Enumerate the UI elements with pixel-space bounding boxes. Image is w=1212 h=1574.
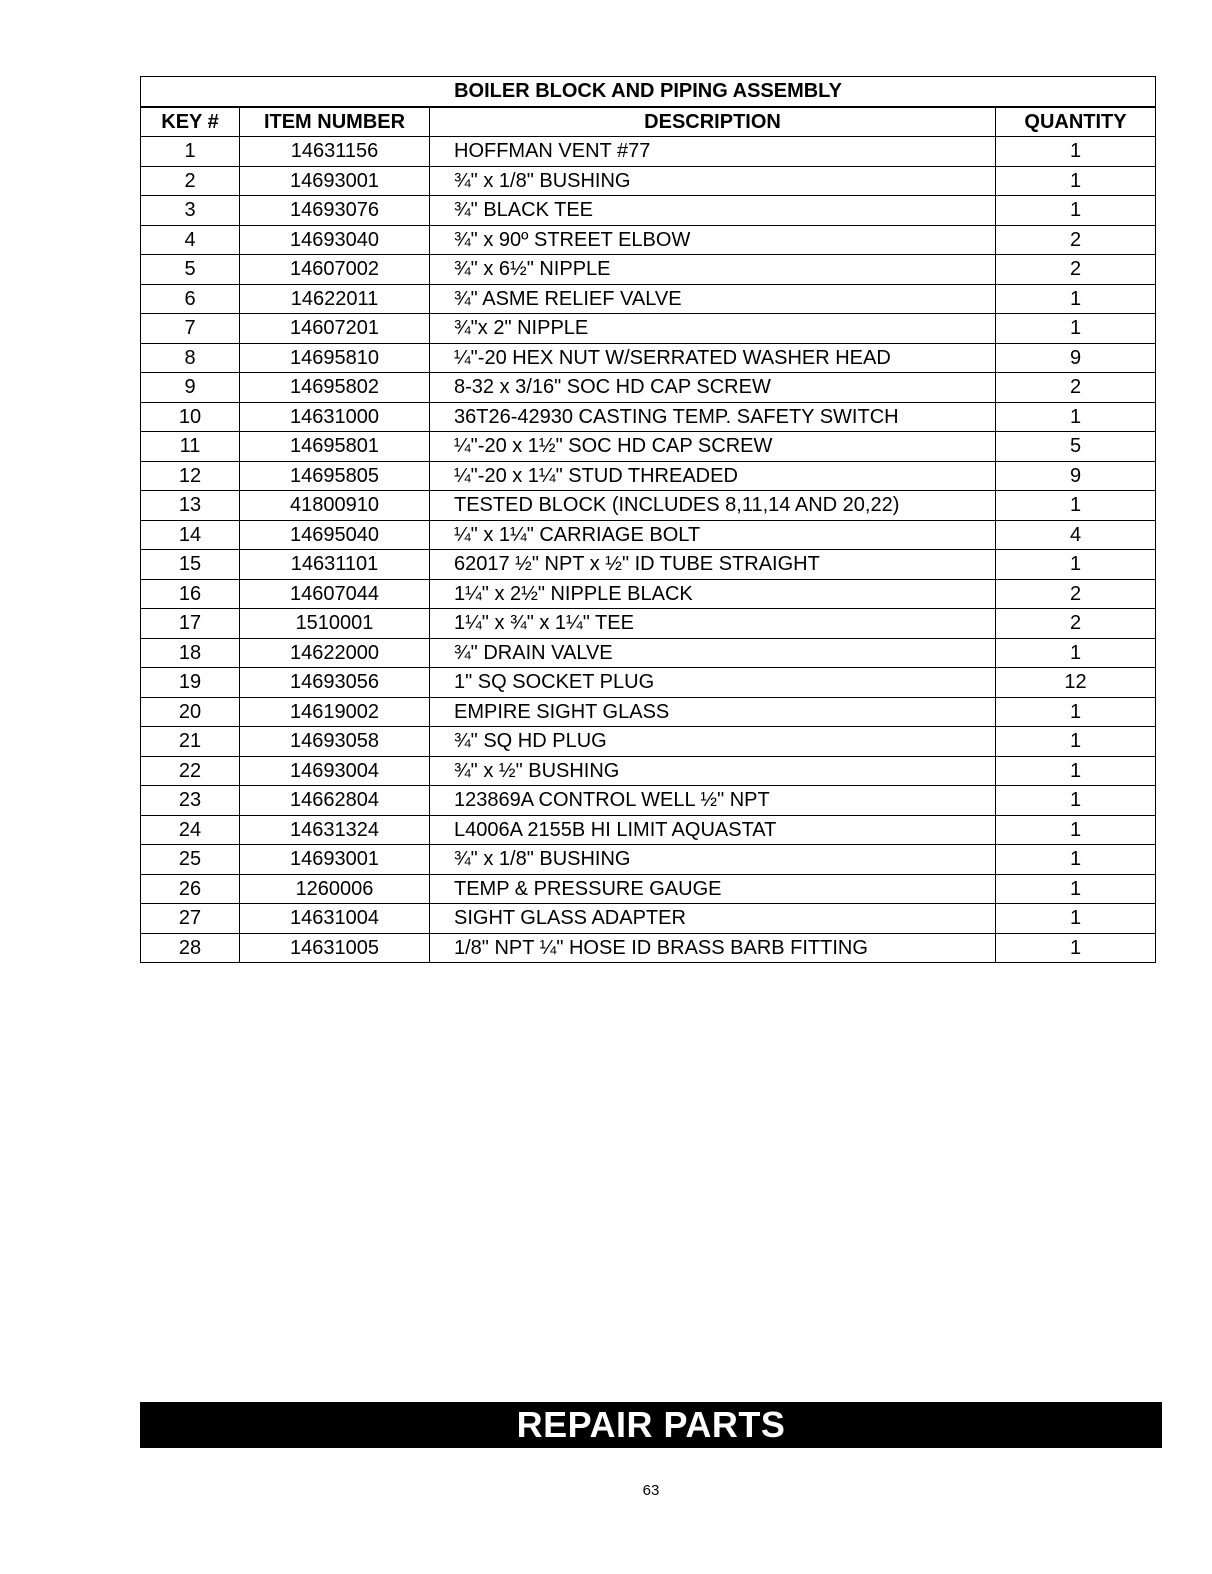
cell-quantity: 1 <box>996 137 1156 167</box>
table-row <box>141 461 1156 491</box>
cell-quantity: 1 <box>996 845 1156 875</box>
table-row <box>141 137 1156 167</box>
cell-description: ¾" x 1/8" BUSHING <box>430 166 996 196</box>
cell-item-number: 14631156 <box>240 137 430 167</box>
cell-item-number: 14693056 <box>240 668 430 698</box>
cell-quantity: 1 <box>996 933 1156 963</box>
cell-quantity: 12 <box>996 668 1156 698</box>
cell-description: 62017 ½" NPT x ½" ID TUBE STRAIGHT <box>430 550 996 580</box>
cell-quantity: 1 <box>996 904 1156 934</box>
table-row <box>141 579 1156 609</box>
cell-item-number: 14662804 <box>240 786 430 816</box>
table-row <box>141 343 1156 373</box>
table-row <box>141 225 1156 255</box>
cell-key: 7 <box>141 314 240 344</box>
table-row <box>141 402 1156 432</box>
cell-key: 27 <box>141 904 240 934</box>
cell-item-number: 1510001 <box>240 609 430 639</box>
cell-item-number: 14631101 <box>240 550 430 580</box>
cell-quantity: 1 <box>996 874 1156 904</box>
cell-key: 15 <box>141 550 240 580</box>
cell-quantity: 2 <box>996 609 1156 639</box>
cell-quantity: 1 <box>996 402 1156 432</box>
cell-item-number: 14695802 <box>240 373 430 403</box>
cell-item-number: 1260006 <box>240 874 430 904</box>
cell-quantity: 1 <box>996 727 1156 757</box>
table-row <box>141 815 1156 845</box>
cell-key: 24 <box>141 815 240 845</box>
cell-description: ¾" x 90º STREET ELBOW <box>430 225 996 255</box>
cell-description: 8-32 x 3/16" SOC HD CAP SCREW <box>430 373 996 403</box>
page-number: 63 <box>642 1482 660 1499</box>
cell-key: 19 <box>141 668 240 698</box>
cell-item-number: 14695805 <box>240 461 430 491</box>
table-row <box>141 520 1156 550</box>
cell-key: 13 <box>141 491 240 521</box>
cell-item-number: 14619002 <box>240 697 430 727</box>
cell-key: 14 <box>141 520 240 550</box>
cell-key: 8 <box>141 343 240 373</box>
cell-item-number: 14693058 <box>240 727 430 757</box>
cell-item-number: 14631324 <box>240 815 430 845</box>
cell-key: 28 <box>141 933 240 963</box>
cell-item-number: 14607044 <box>240 579 430 609</box>
cell-item-number: 14693001 <box>240 166 430 196</box>
cell-description: 36T26-42930 CASTING TEMP. SAFETY SWITCH <box>430 402 996 432</box>
cell-quantity: 1 <box>996 550 1156 580</box>
cell-description: TESTED BLOCK (INCLUDES 8,11,14 AND 20,22) <box>430 491 996 521</box>
cell-key: 17 <box>141 609 240 639</box>
cell-item-number: 14622011 <box>240 284 430 314</box>
cell-quantity: 1 <box>996 638 1156 668</box>
header-item-number: ITEM NUMBER <box>240 107 430 137</box>
cell-quantity: 1 <box>996 815 1156 845</box>
cell-item-number: 14631000 <box>240 402 430 432</box>
cell-key: 3 <box>141 196 240 226</box>
cell-quantity: 2 <box>996 225 1156 255</box>
header-description: DESCRIPTION <box>430 107 996 137</box>
table-header-row <box>141 107 1156 137</box>
table-row <box>141 874 1156 904</box>
cell-key: 12 <box>141 461 240 491</box>
cell-item-number: 41800910 <box>240 491 430 521</box>
cell-item-number: 14693001 <box>240 845 430 875</box>
cell-quantity: 4 <box>996 520 1156 550</box>
cell-quantity: 1 <box>996 756 1156 786</box>
table-row <box>141 373 1156 403</box>
cell-item-number: 14695801 <box>240 432 430 462</box>
cell-description: ¼"-20 HEX NUT W/SERRATED WASHER HEAD <box>430 343 996 373</box>
table-row <box>141 196 1156 226</box>
cell-description: ¾" ASME RELIEF VALVE <box>430 284 996 314</box>
cell-description: ¾" x ½" BUSHING <box>430 756 996 786</box>
cell-key: 22 <box>141 756 240 786</box>
cell-key: 23 <box>141 786 240 816</box>
cell-description: ¾"x 2" NIPPLE <box>430 314 996 344</box>
cell-key: 4 <box>141 225 240 255</box>
cell-quantity: 1 <box>996 196 1156 226</box>
cell-description: ¾" SQ HD PLUG <box>430 727 996 757</box>
cell-description: 1" SQ SOCKET PLUG <box>430 668 996 698</box>
cell-quantity: 2 <box>996 579 1156 609</box>
cell-description: ¾" x 6½" NIPPLE <box>430 255 996 285</box>
cell-key: 9 <box>141 373 240 403</box>
cell-key: 21 <box>141 727 240 757</box>
cell-quantity: 1 <box>996 166 1156 196</box>
cell-quantity: 5 <box>996 432 1156 462</box>
cell-quantity: 1 <box>996 786 1156 816</box>
cell-quantity: 9 <box>996 343 1156 373</box>
cell-description: ¼"-20 x 1¼" STUD THREADED <box>430 461 996 491</box>
table-row <box>141 638 1156 668</box>
cell-description: 1¼" x ¾" x 1¼" TEE <box>430 609 996 639</box>
table-row <box>141 166 1156 196</box>
cell-item-number: 14693004 <box>240 756 430 786</box>
table-row <box>141 786 1156 816</box>
cell-item-number: 14631004 <box>240 904 430 934</box>
cell-item-number: 14622000 <box>240 638 430 668</box>
cell-description: HOFFMAN VENT #77 <box>430 137 996 167</box>
cell-description: 1/8" NPT ¼" HOSE ID BRASS BARB FITTING <box>430 933 996 963</box>
cell-item-number: 14693040 <box>240 225 430 255</box>
cell-key: 25 <box>141 845 240 875</box>
cell-key: 2 <box>141 166 240 196</box>
cell-quantity: 1 <box>996 284 1156 314</box>
table-title-row <box>141 77 1156 107</box>
table-row <box>141 756 1156 786</box>
cell-description: TEMP & PRESSURE GAUGE <box>430 874 996 904</box>
cell-quantity: 2 <box>996 255 1156 285</box>
cell-item-number: 14607201 <box>240 314 430 344</box>
table-row <box>141 432 1156 462</box>
table-row <box>141 491 1156 521</box>
table-row <box>141 668 1156 698</box>
repair-parts-banner: REPAIR PARTS <box>140 1402 1162 1448</box>
cell-key: 16 <box>141 579 240 609</box>
cell-description: ¼"-20 x 1½" SOC HD CAP SCREW <box>430 432 996 462</box>
table-row <box>141 550 1156 580</box>
table-row <box>141 609 1156 639</box>
cell-description: SIGHT GLASS ADAPTER <box>430 904 996 934</box>
cell-item-number: 14693076 <box>240 196 430 226</box>
cell-description: 1¼" x 2½" NIPPLE BLACK <box>430 579 996 609</box>
table-row <box>141 933 1156 963</box>
parts-table-body <box>141 137 1156 963</box>
cell-quantity: 2 <box>996 373 1156 403</box>
cell-key: 6 <box>141 284 240 314</box>
cell-key: 5 <box>141 255 240 285</box>
table-title: BOILER BLOCK AND PIPING ASSEMBLY <box>141 77 1156 107</box>
cell-item-number: 14607002 <box>240 255 430 285</box>
table-row <box>141 845 1156 875</box>
cell-key: 10 <box>141 402 240 432</box>
cell-description: ¾" DRAIN VALVE <box>430 638 996 668</box>
header-key: KEY # <box>141 107 240 137</box>
cell-description: ¾" BLACK TEE <box>430 196 996 226</box>
table-row <box>141 904 1156 934</box>
table-row <box>141 284 1156 314</box>
cell-item-number: 14695040 <box>240 520 430 550</box>
table-row <box>141 314 1156 344</box>
table-row <box>141 727 1156 757</box>
cell-quantity: 1 <box>996 491 1156 521</box>
cell-item-number: 14695810 <box>240 343 430 373</box>
header-quantity: QUANTITY <box>996 107 1156 137</box>
cell-description: 123869A CONTROL WELL ½" NPT <box>430 786 996 816</box>
cell-description: ¼" x 1¼" CARRIAGE BOLT <box>430 520 996 550</box>
table-row <box>141 255 1156 285</box>
cell-quantity: 1 <box>996 314 1156 344</box>
cell-quantity: 9 <box>996 461 1156 491</box>
cell-quantity: 1 <box>996 697 1156 727</box>
cell-key: 1 <box>141 137 240 167</box>
cell-key: 26 <box>141 874 240 904</box>
cell-key: 20 <box>141 697 240 727</box>
table-row <box>141 697 1156 727</box>
cell-description: EMPIRE SIGHT GLASS <box>430 697 996 727</box>
cell-item-number: 14631005 <box>240 933 430 963</box>
cell-key: 11 <box>141 432 240 462</box>
cell-description: L4006A 2155B HI LIMIT AQUASTAT <box>430 815 996 845</box>
parts-table <box>140 76 1156 963</box>
cell-description: ¾" x 1/8" BUSHING <box>430 845 996 875</box>
cell-key: 18 <box>141 638 240 668</box>
